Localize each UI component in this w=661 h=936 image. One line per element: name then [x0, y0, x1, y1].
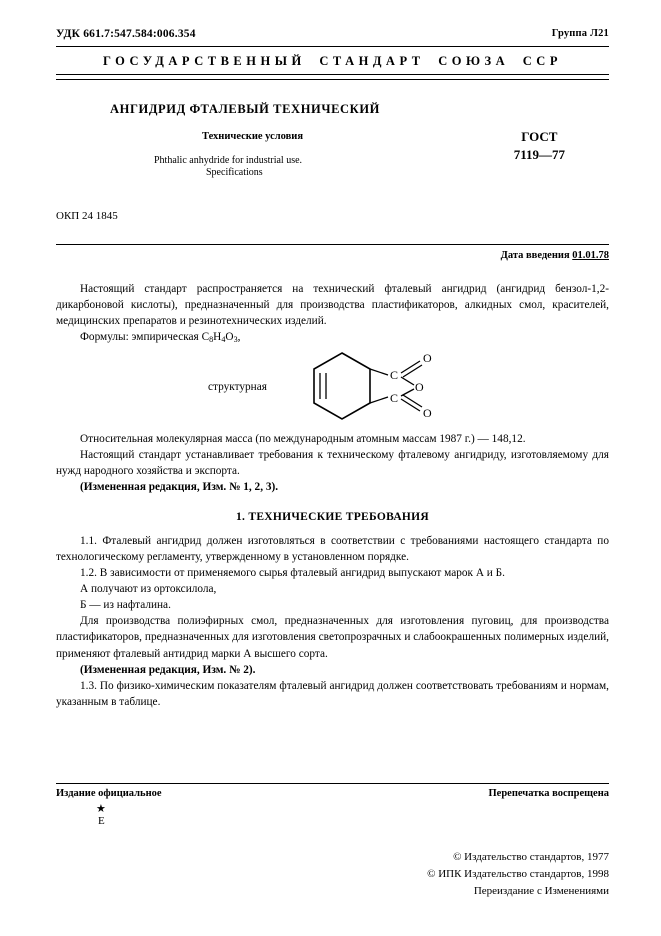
date-divider: [56, 244, 609, 245]
okp-code: ОКП 24 1845: [56, 209, 118, 222]
clause-1-2-c: Для производства полиэфирных смол, предназначенных для изготовления пуговиц, для производства пластификаторов, предназначенных для изготовления светопрозрачных и слабоокрашенных полимерных изделий, применяют фталевый антидрид марки А высшего сорта.: [56, 615, 609, 660]
date-label: Дата введения: [500, 249, 570, 261]
clause-1-1: 1.1. Фталевый ангидрид должен изготовляться в соответствии с требованиями настоящего стандарта по технологическому регламенту, утвержденному в установленном порядке.: [56, 535, 609, 564]
formula-sub-8: 8: [209, 334, 214, 344]
clause-1-2-a: А получают из ортоксилола,: [80, 583, 217, 596]
formula-h: H: [213, 330, 222, 343]
title-block: [56, 102, 609, 188]
clause-1-2: 1.2. В зависимости от применяемого сырья фталевый ангидрид выпускают марок А и Б.: [80, 567, 505, 580]
formula-sub-3: 3: [233, 334, 238, 344]
footer-reprint-note: Перепечатка воспрещена: [488, 787, 609, 799]
copyright-line-1: © Издательство стандартов, 1977: [453, 850, 609, 863]
copyright-line-3: Переиздание с Изменениями: [473, 884, 609, 897]
svg-text:O: O: [423, 406, 432, 421]
intro-paragraph-2: Относительная молекулярная масса (по международным атомным массам 1987 г.) — 148,12.: [80, 433, 526, 446]
intro-paragraph-1: Настоящий стандарт распространяется на технический фталевый ангидрид (ангидрид бензол-1,2-дикарбоновой кислоты), предназначенный для производства пластификаторов, алкидных смол, красителей, медицинских препаратов и резинотехнических изделий.: [56, 282, 609, 327]
header-divider-bottom-2: [56, 79, 609, 80]
formula-end: ,: [237, 330, 241, 343]
section-1-text: [56, 533, 609, 709]
clause-1-2-revision-note: (Измененная редакция, Изм. № 2).: [80, 663, 256, 676]
page-footer: [56, 783, 609, 828]
intro-paragraph-3: Настоящий стандарт устанавливает требования к техническому фталевому ангидриду, изготовляемому для нужд народного хозяйства и экспорта.: [56, 449, 609, 478]
intro-text-continued: [56, 431, 609, 495]
structural-formula-block: [56, 347, 609, 425]
copyright-block: [427, 849, 609, 900]
english-title-line: Phthalic anhydride for industrial use.: [154, 154, 303, 166]
section-1-title: 1. ТЕХНИЧЕСКИЕ ТРЕБОВАНИЯ: [235, 511, 430, 524]
document-title: АНГИДРИД ФТАЛЕВЫЙ ТЕХНИЧЕСКИЙ: [110, 101, 380, 116]
empirical-formula-line: [56, 329, 609, 346]
header-divider-bottom-1: [56, 74, 609, 77]
gost-number: 7119—77: [513, 147, 565, 163]
page-header: [56, 28, 609, 40]
gost-code-block: [514, 128, 565, 166]
footer-row: [56, 788, 609, 799]
formula-o: O: [225, 330, 234, 343]
star-icon: ★: [96, 802, 106, 815]
gost-label: ГОСТ: [521, 128, 558, 144]
svg-text:C: C: [390, 368, 399, 383]
formula-sub-4: 4: [221, 334, 226, 344]
footer-star-block: [96, 803, 609, 828]
english-title-spec: Specifications: [206, 167, 263, 178]
intro-text: [56, 281, 609, 346]
clause-1-3: 1.3. По физико-химическим показателям фталевый ангидрид должен соответствовать требованиям и нормам, указанным в таблице.: [56, 679, 609, 708]
standard-banner: ГОСУДАРСТВЕННЫЙ СТАНДАРТ СОЮЗА ССР: [103, 54, 562, 68]
footer-e-mark: Е: [98, 815, 105, 828]
intro-revision-note: (Измененная редакция, Изм. № 1, 2, 3).: [80, 481, 279, 494]
group-code: Группа Л21: [551, 28, 609, 39]
svg-text:O: O: [415, 380, 424, 395]
empirical-formula-label: Формулы: эмпирическая C: [80, 330, 210, 343]
header-divider-top: [56, 46, 609, 47]
footer-edition: Издание официальное: [56, 787, 162, 799]
footer-divider: [56, 783, 609, 784]
phthalic-anhydride-structure-icon: [302, 347, 472, 425]
date-section: [56, 244, 609, 261]
clause-1-2-b: Б — из нафталина.: [80, 599, 171, 612]
date-value: 01.01.78: [572, 249, 609, 261]
structural-formula-label: структурная: [208, 381, 267, 394]
document-subtitle: Технические условия: [202, 130, 304, 142]
svg-text:O: O: [423, 351, 432, 366]
svg-text:C: C: [390, 391, 399, 406]
copyright-line-2: © ИПК Издательство стандартов, 1998: [427, 867, 609, 880]
date-of-introduction: [56, 250, 609, 261]
udk-code: УДК 661.7:547.584:006.354: [56, 28, 196, 40]
